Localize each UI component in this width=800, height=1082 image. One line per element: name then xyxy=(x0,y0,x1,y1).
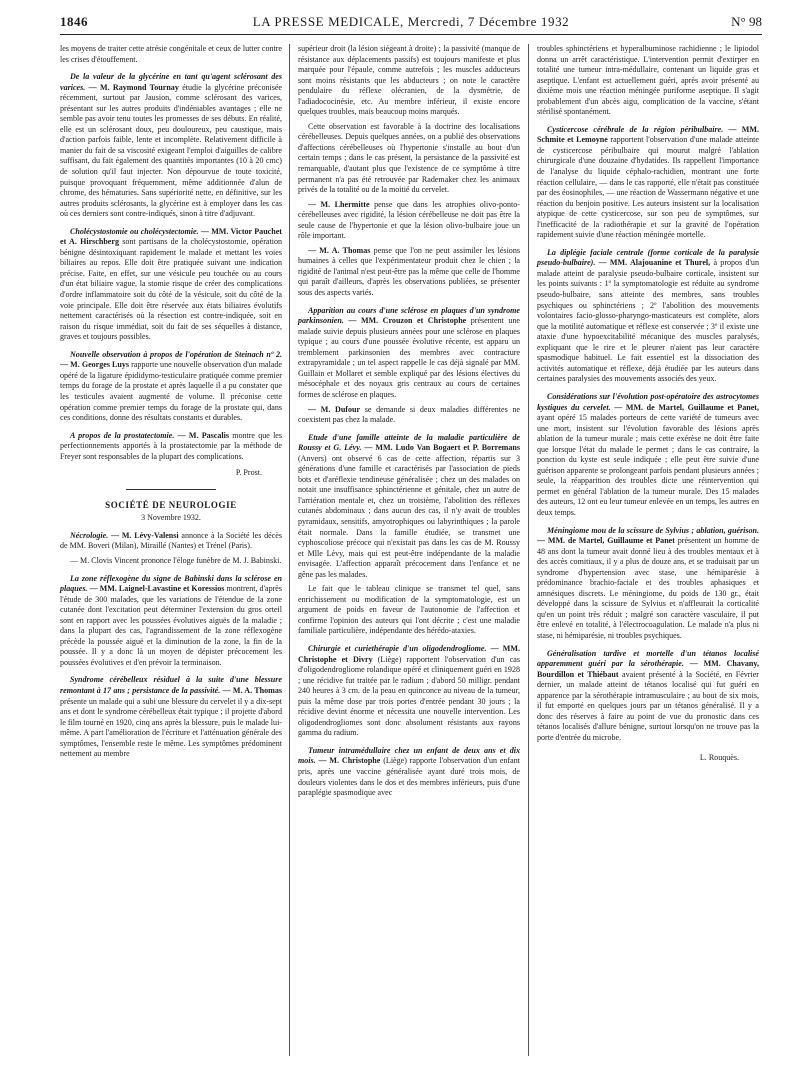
article-christophe-divry xyxy=(298,644,520,739)
article-text: présentent un homme de 48 ans dont la tumeur avait donné lieu à des troubles mentaux et à des accès comitiaux, il y a plus de douze ans, et se traduisait par un syndrome d'hypertension avec stase, une hémiparésie à prédominance brachio-faciale et des troubles aphasiques et amnésiques discrets. Le méningiome, du poids de 130 gr., était développé dans la scissure de Sylvius et n'affleurait la corticalité qu'en un point très réduit ; malgré son caractère vasculaire, il put être enlevé en totalité, à l'électrocoagulation. Le malade n'a plus ni stase, ni hémiparésie, ni troubles psychiques. xyxy=(537,536,760,640)
article-author: — MM. Schmite et Lemoyne xyxy=(537,124,760,145)
article-text: présente un malade qui a subi une blessure du cervelet il y a dix-sept ans et dont le syndrome cérébelleux était typique ; il projette d'abord le film tourné en 1920, cinq ans après la blessure, puis le malade lui-même. A part l'amélioration de l'écriture et l'atténuation générale des symptômes, l'ensemble reste le même. Les symptômes prédominent nettement au membre xyxy=(60,696,282,759)
article-author: — MM. Victor Pauchet et A. Hirschberg xyxy=(60,226,282,247)
article-text: ayant opéré 15 malades porteurs de cette variété de tumeurs avec une mort, insistent sur l'évolution favorable des lésions après ablation de la tumeur murale ; mais cette exérèse ne doit être faite que lorsque l'état du malade le permet ; dans le cas contraire, la ponction du kyste est seule indiquée ; elle peut être suivie d'une guérison apparente se prolongeant parfois pendant plusieurs années ; seule, la réapparition des troubles dicte une réintervention qui permet en général l'ablation de la tumeur murale. Des 15 malades des auteurs, 12 ont eu leur tumeur enlevée en un temps, les autres en deux temps. xyxy=(537,413,759,517)
article-author: — MM. Christophe et Divry xyxy=(298,643,520,664)
article-author: — M. Christophe xyxy=(318,756,381,766)
article-author: — MM. de Martel, Guillaume et Panet, xyxy=(614,402,759,412)
article-title: Cysticercose cérébrale de la région péribulbaire. xyxy=(547,124,724,134)
article-pauchet xyxy=(60,227,282,343)
article-author: — M. A. Thomas xyxy=(222,685,282,695)
article-tournay xyxy=(60,72,282,220)
article-text: se demande si deux maladies différentes ne coexistent pas chez la malade. xyxy=(298,404,521,425)
column-2 xyxy=(298,44,520,799)
column-3 xyxy=(537,44,759,764)
article-author: — MM. Alajouanine et Thurel, xyxy=(598,258,711,268)
article-author: — MM. Laignel-Lavastine et Koressios xyxy=(89,584,225,594)
article-title: Syndrome cérébelleux résiduel à la suite d'une blessure remontant à 17 ans ; persistance de la passivité. xyxy=(60,675,282,695)
article-text: montrent, d'après l'étude de 300 malades, que les variations de l'étendue de la zone cutanée dont l'excitation peut déterminer l'extension du gros orteil sont en rapport avec les poussées évolutives aiguës de la maladie ; dans la plupart des cas, l'agrandissement de la zone réflexogène précède la poussée aiguë et la diminution de la zone, la fin de la poussée. Il y a donc là un moyen de dépister précocement les poussées évolutives et d'en prévoir la terminaison. xyxy=(60,584,283,667)
article-title: Considérations sur l'évolution post-opératoire des astrocytomes kystiques du cervelet. xyxy=(537,391,759,412)
article-title: Nécrologie. xyxy=(70,530,109,540)
paragraph: Le fait que le tableau clinique se transmet tel quel, sans enrichissement ou modification de la symptomatologie, est un argument de poids en faveur de l'autonomie de l'affection et confirme l'opinion des auteurs qui l'ont décrite ; c'est une maladie familiale particulière, indépendante des hérédo-ataxies. xyxy=(298,584,520,636)
article-christophe xyxy=(298,746,520,799)
article-title: Chirurgie et curiethérapie d'un oligodendrogliome. xyxy=(308,643,487,653)
article-author: — MM. Chavany, Bourdillon et Thiébaut xyxy=(537,659,760,679)
article-title: A propos de la prostatectomie. xyxy=(70,430,175,440)
article-author: — M. Pascalis xyxy=(177,430,229,440)
article-author: — M. Lhermitte xyxy=(308,199,370,209)
article-title: Méningiome mou de la scissure de Sylvius ; ablation, guérison. xyxy=(547,525,759,535)
article-text: pense que dans les atrophies olivo-ponto-cérébelleuses avec rigidité, la lésion cérébelleuse ne doit pas être la seule cause de l'hypertonie et que la lésion olivo-bulbaire joue un rôle important. xyxy=(298,199,520,241)
article-author: — M. Lévy-Valensi xyxy=(111,530,179,540)
article-luys xyxy=(60,350,282,424)
paragraph: — M. Clovis Vincent prononce l'éloge funèbre de M. J. Babinski. xyxy=(70,555,282,565)
article-text: (Liège) rapportent l'observation d'un cas d'oligodendrogliome rolandique opéré et cliniquement guéri en 1928 ; une récidive fut traitée par le radium ; d'abord 50 milligr. pendant 240 heures à 3 cm. de la peau en quinconce au niveau de la tumeur, puis la même dose par trois portes d'entrée pendant 30 jours ; la récidive devint énorme et nécessita une nouvelle intervention. Les oligodendrogliomes sont donc absolument résistants aux rayons gamma du radium. xyxy=(298,654,520,738)
article-author: — M. A. Thomas xyxy=(308,245,371,255)
column-divider xyxy=(528,44,529,1056)
article-author: — MM. Crouzon et Christophe xyxy=(348,316,467,326)
article-laignel xyxy=(60,574,282,669)
article-text: présentent une malade suivie depuis plusieurs années pour une sclérose en plaques typique ; au cours d'une poussée évolutive récente, est apparu un tremblement parkinsonien des membres avec contracture extrapyramidale ; un tel aspect rappelle le cas déjà signalé par MM. Guillain et Mollaret et semble expliqué par des lésions électives du mésocéphale et des noyaux gris centraux au cours de certaines formes de sclérose en plaques. xyxy=(298,316,520,399)
article-crouzon xyxy=(298,306,520,401)
article-van-bogaert xyxy=(298,433,520,581)
paragraph: supérieur droit (la lésion siégeant à droite) ; la passivité (manque de résistance aux déplacements passifs) est toujours manifeste et plus marquée pour l'épaule, comme autrefois ; les muscles adducteurs sont moins résistants que les abducteurs ; on note le caractère pendulaire du réflexe olécranien, de la dysmétrie, de l'adiadococinésie, etc. Au membre inférieur, il existe encore quelques troubles, mais beaucoup moins marqués. xyxy=(298,44,520,117)
section-date: 3 Novembre 1932. xyxy=(141,513,201,523)
article-title: Généralisation tardive et mortelle d'un tétanos localisé apparemment guéri par la sérothérapie. xyxy=(537,648,759,669)
article-thomas xyxy=(60,675,282,759)
article-author: — M. Raymond Tournay xyxy=(88,82,179,92)
section-rule xyxy=(126,489,216,490)
article-title: De la valeur de la glycérine en tant qu'agent sclérosant des varices. xyxy=(60,72,282,92)
article-pascalis xyxy=(60,431,282,463)
article-title: Nouvelle observation à propos de l'opération de Steinach nº 2. xyxy=(70,349,282,359)
article-author: — M. Georges Luys xyxy=(60,360,130,370)
article-de-martel-1 xyxy=(537,392,759,519)
article-text: pense que l'on ne peut assimiler les lésions humaines à celles que l'expérimentateur produit chez le chien ; la rigidité de l'animal n'est peut-être pas la même que celle de l'homme qui paraît d'ailleurs, d'après les observations publiées, se présenter sous des aspects variés. xyxy=(298,245,520,298)
section-heading xyxy=(60,489,282,524)
paragraph: troubles sphinctériens et hyperalbuminose rachidienne ; le lipiodol donna un arrêt caractéristique. L'intervention permit d'extirper en totalité une tumeur intra-médullaire, contenant un liquide gras et aseptique. L'enfant est actuellement guéri, après avoir présenté au dixième mois une réaction méningée puriforme aseptique. Il s'agit probablement d'un abcès aigu, complication de la vaccine, s'étant stérilisé spontanément. xyxy=(537,44,759,117)
article-author: — MM. Ludo Van Bogaert et P. Borremans xyxy=(364,443,520,453)
article-schmite xyxy=(537,125,759,241)
article-title: Cholécystostomie ou cholécystectomie. xyxy=(70,226,199,236)
article-text: étudie la glycérine préconisée récemment, surtout par Jausion, comme sclérosant des varices, présentant sur les autres produits d'indéniables avantages ; elle ne semble pas avoir tenu toutes les promesses de ses débuts. En réalité, elle est un sclérosant doux, peu douloureux, peu caustique, mais d'action parfois faible, lente et incomplète. Relativement difficile à manier du fait de sa viscosité exigeant l'emploi d'aiguilles de calibre suffisant, du fait également des quantités importantes (10 à 20 cmc) de solution qu'il faut injecter. Non dépourvue de toute toxicité, puisque provoquant fréquemment, même additionnée d'alun de chrome, des hématuries. Sans supériorité nette, en définitive, sur les autres produits sclérosants, la glycérine est à employer dans les cas où ces derniers sont contre-indiqués, sinon à titre d'adjuvant. xyxy=(60,82,283,219)
signature: P. Prost. xyxy=(235,468,262,478)
article-title: Etude d'une famille atteinte de la maladie particulière de Roussy et G. Lévy. xyxy=(298,432,520,453)
article-text: rapporte une nouvelle observation d'un malade opéré de la ligature épididymo-testiculaire pratiquée comme premier temps du forage de la prostate et après laquelle il a pu constater que les testicules avaient augmenté de volume. Il préconise cette opération comme premier temps du forage de la prostate qui, dans ces conditions, donne des résultats constants et durables. xyxy=(60,360,283,423)
issue-number: N° 98 xyxy=(731,14,762,29)
paragraph xyxy=(298,200,520,242)
paragraph: Cette observation est favorable à la doctrine des localisations cérébelleuses. Depuis quelques années, on a publié des observations d'affections cérébelleuses où l'hypertonie s'installe au bout d'un certain temps ; dans le cas présent, la persistance de la passivité est remarquable, d'autant plus que l'existence de ce symptôme à titre permanent n'a pas été retrouvée par Rademaker chez les animaux privés de la totalité ou de la moitié du cervelet. xyxy=(298,121,520,195)
article-text: sont partisans de la cholécystostomie, opération bénigne désintoxiquant rapidement le malade et mettant les voies biliaires au repos. Elle doit être pratiquée suivant une indication précise. Faite, en effet, sur une vésicule peu touchée ou au cours d'un état biliaire vague, la stomie risque de créer des complications d'ordre inflammatoire soit du côté de la vésicule, soit du côté de la voie principale. Elle doit être réservée aux états biliaires évolutifs nettement caractérisés où la résection est contre-indiquée, soit en raison du risque immédiat, soit du fait de ses séquelles à distance, graves et toujours possibles. xyxy=(60,237,283,342)
article-text: annonce à la Société les décès de MM. Boveri (Milan), Miraillé (Nantes) et Trénel (Paris). xyxy=(60,530,282,551)
article-author: — M. Dufour xyxy=(308,404,361,414)
column-divider xyxy=(289,44,290,1056)
paragraph: les moyens de traiter cette atrésie congénitale et ceux de lutter contre les crises d'étouffement. xyxy=(60,44,282,64)
section-title: SOCIÉTÉ DE NEUROLOGIE xyxy=(105,499,237,510)
page-header xyxy=(60,14,762,35)
article-chavany xyxy=(537,649,759,744)
page-number: 1846 xyxy=(60,14,88,29)
article-title: Tumeur intramédullaire chez un enfant de deux ans et dix mois. xyxy=(298,745,520,766)
article-title: Apparition au cours d'une sclérose en plaques d'un syndrome parkinsonien. xyxy=(298,305,520,326)
journal-title: LA PRESSE MEDICALE, Mercredi, 7 Décembre 1932 xyxy=(252,14,570,29)
signature: L. Rouquès. xyxy=(699,753,739,763)
article-title: La zone réflexogène du signe de Babinski dans la sclérose en plaques. xyxy=(60,573,282,594)
article-text: (Liège) rapporte l'observation d'un enfant pris, après une vaccine généralisée ayant duré trois mois, de douleurs violentes dans le dos et des membres inférieurs, puis d'une paraplégie spasmodique avec xyxy=(298,756,520,798)
article-author: — MM. de Martel, Guillaume et Panet xyxy=(537,536,675,546)
article-text: (Anvers) ont observé 6 cas de cette affection, répartis sur 3 générations d'une famille et caractérisés par l'association de pieds bots et d'aréflexie tendineuse généralisée ; chez un des malades on notait une insuffisance sphinctérienne et génitale, chez un autre de l'arriération mentale et, chez un troisième, l'abolition des réflexes cutanés abdominaux ; dans aucun des cas, il n'y avait de troubles pyramidaux, sensitifs, amyotrophiques ou labyrinthiques ; la parole était normale. Dans la famille étudiée, se transmet une cyphoscoliose précoce qui n'existait pas dans les cas de M. Roussy et Mlle Lévy, mais qui est peut-être indépendante de la maladie envisagée. L'affection apparaît précocement dans l'enfance et ne gêne pas les malades. xyxy=(298,453,520,579)
article-necrologie xyxy=(60,531,282,552)
article-de-martel-2 xyxy=(537,526,759,642)
paragraph xyxy=(298,246,520,299)
article-text: à propos d'un malade atteint de paralysie pseudo-bulbaire corticale, insistent sur les points suivants : 1º la symptomatologie est réduite au syndrome pseudo-bulbaire, sans atteinte des membres, sans troubles psychiques ou sphinctériens ; 2º l'abolition des mouvements volontaires facio-glosso-pharyngo-masticateurs est complète, alors que la motilité automatique et réflexe est conservée ; 3º il existe une ataxie d'une hypoexcitabilité mécanique des muscles paralysés, expliquant que le rire et le pleurer n'aient pas leur caractère spasmodique habituel. Le fait essentiel est la dissociation des activités automatique et réflexe, déjà étudiée par les auteurs dans certaines paralysies des mouvements associés des yeux. xyxy=(537,258,759,384)
article-alajouanine xyxy=(537,248,759,385)
article-text: montre que les perfectionnements apportés à la prostatectomie par la méthode de Freyer sont responsables de la plupart des complications. xyxy=(60,430,283,461)
article-text: rapportent l'observation d'une malade atteinte de cysticercose péribulbaire qui mourut malgré l'ablation chirurgicale d'une douzaine d'hydatides. Ils rappellent l'importance de l'analyse du liquide céphalo-rachidien, montrant une forte réaction cellulaire, — dans le cas rapporté, elle n'était pas constituée par des éosinophiles, — une réaction de Wassermann négative et une réaction du benjoin positive. Les auteurs insistent sur la localisation atypique de cette cysticercose, sur son peu de symptômes, sur l'inefficacité de la radiothérapie et sur la gravité de l'opération rapidement suivie d'une réaction méningée mortelle. xyxy=(537,135,759,240)
article-title: La diplégie faciale centrale (forme corticale de la paralysie pseudo-bulbaire). xyxy=(537,247,759,268)
paragraph xyxy=(298,405,520,426)
column-1 xyxy=(60,44,282,760)
article-text: avaient présenté à la Société, en Février dernier, un malade atteint de tétanos localisé qui fut guéri en apparence par la sérothérapie intramusculaire ; au bout de six mois, il fut emporté en quelques jours par un tétanos généralisé. Il y a donc des réserves à faire au point de vue du pronostic dans ces tétanos localisés d'allure bénigne, surtout lorsqu'on ne trouve pas la porte d'entrée du microbe. xyxy=(537,669,759,742)
